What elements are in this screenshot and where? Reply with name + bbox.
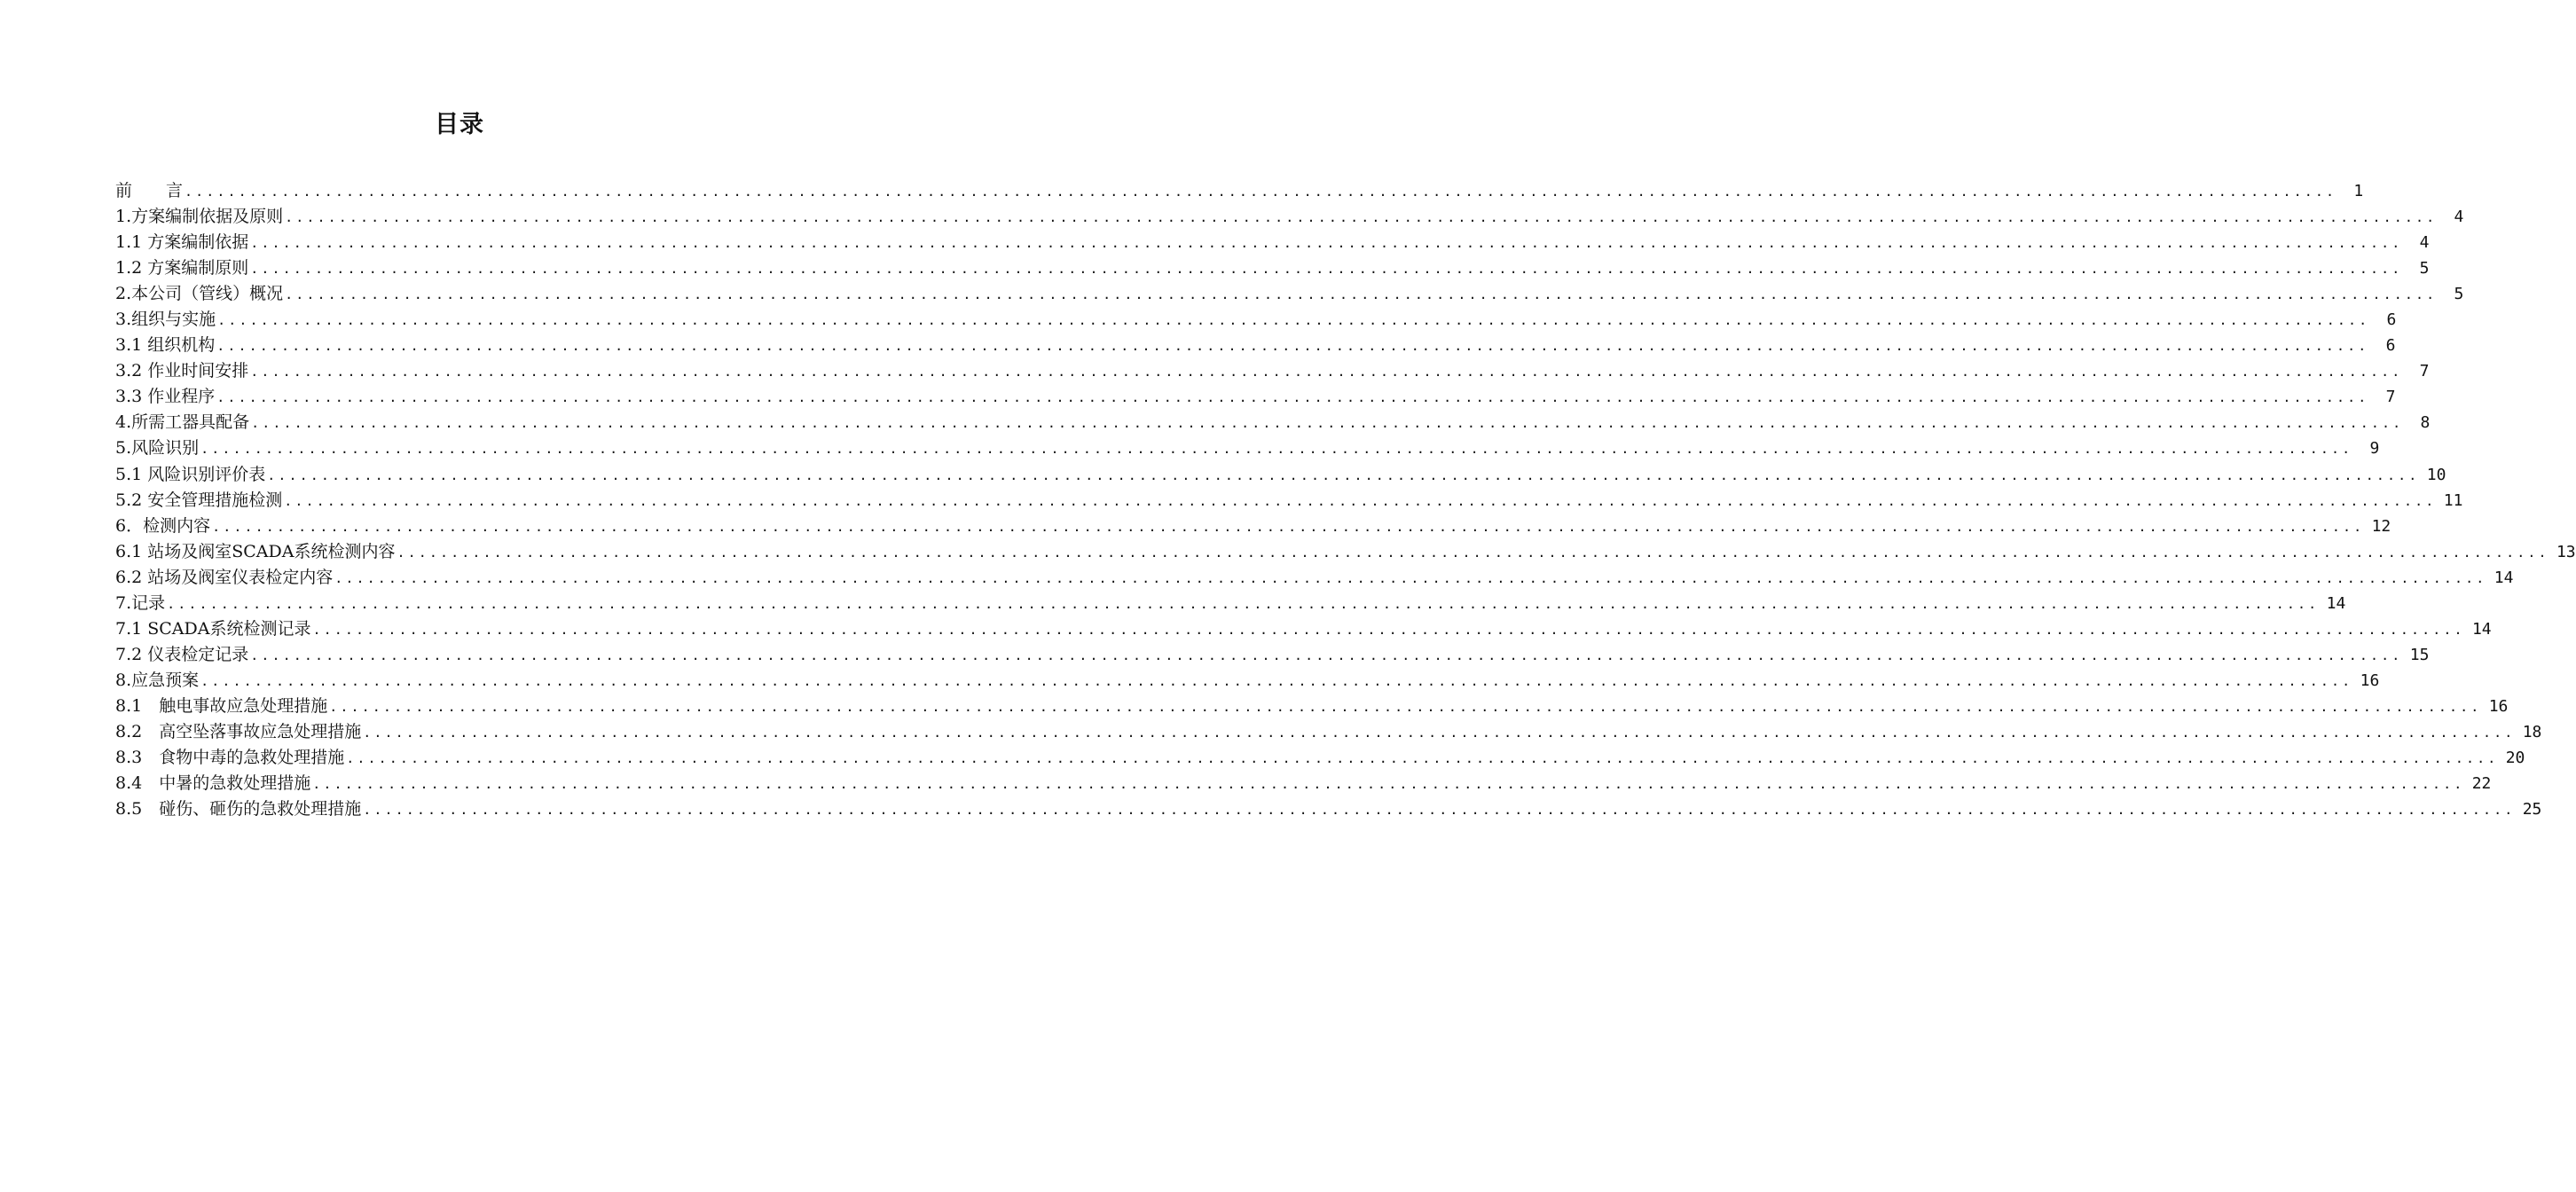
toc-leader-dots: ........................................................................................................................................................................................................	[329, 698, 2482, 715]
toc-entry[interactable]	[115, 796, 2542, 822]
toc-leader-dots: ........................................................................................................................................................................................................	[250, 235, 2403, 252]
toc-entry-label: 3.2 作业时间安排	[115, 361, 249, 381]
toc-entry-page: 22	[2471, 774, 2492, 794]
toc-entry-label: 3.1 组织机构	[115, 335, 216, 356]
toc-leader-dots: ........................................................................................................................................................................................................	[200, 441, 2353, 458]
toc-entry-page: 25	[2522, 800, 2542, 820]
toc-entry-page: 11	[2443, 490, 2463, 510]
toc-entry-label: 3.组织与实施	[115, 310, 216, 330]
toc-entry[interactable]	[115, 178, 2364, 204]
toc-entry-label: 5.风险识别	[115, 438, 200, 459]
toc-entry[interactable]	[115, 719, 2542, 745]
toc-entry-label: 1.方案编制依据及原则	[115, 207, 284, 227]
toc-entry-label: 7.1 SCADA系统检测记录	[115, 618, 311, 639]
toc-entry-label: 7.记录	[115, 592, 166, 613]
toc-entry-label: 8.4 中暑的急救处理措施	[115, 773, 311, 794]
toc-entry-page: 13	[2556, 542, 2576, 561]
toc-leader-dots: ........................................................................................................................................................................................................	[216, 338, 2369, 355]
toc-leader-dots: ........................................................................................................................................................................................................	[212, 518, 2365, 535]
toc-leader-dots: ........................................................................................................................................................................................................	[251, 415, 2404, 432]
toc-entry[interactable]	[115, 410, 2431, 435]
toc-entry-page: 4	[2419, 233, 2430, 253]
toc-entry-page: 6	[2386, 310, 2397, 330]
toc-entry-label: 2.本公司（管线）概况	[115, 284, 284, 304]
toc-leader-dots: ........................................................................................................................................................................................................	[250, 647, 2403, 663]
toc-entry[interactable]	[115, 694, 2509, 719]
toc-entry-label: 8.5 碰伤、砸伤的急救处理措施	[115, 799, 362, 820]
toc-entry-page: 10	[2426, 465, 2446, 484]
toc-entry[interactable]	[115, 255, 2430, 281]
toc-entry-page: 16	[2360, 670, 2380, 690]
toc-entry-page: 15	[2409, 645, 2430, 664]
toc-entry-page: 5	[2454, 285, 2464, 304]
toc-entry-label: 4.所需工器具配备	[115, 412, 250, 433]
toc-entry-label: 8.应急预案	[115, 670, 200, 690]
table-of-contents	[115, 178, 2576, 822]
toc-entry-label: 6.1 站场及阀室SCADA系统检测内容	[115, 541, 396, 561]
toc-entry[interactable]	[115, 358, 2430, 384]
toc-entry-label: 7.2 仪表检定记录	[115, 644, 249, 664]
toc-leader-dots: ........................................................................................................................................................................................................	[216, 389, 2369, 406]
toc-entry-page: 9	[2369, 439, 2380, 459]
toc-leader-dots: ........................................................................................................................................................................................................	[334, 569, 2487, 586]
toc-entry-page: 12	[2371, 516, 2391, 536]
toc-leader-dots: ........................................................................................................................................................................................................	[363, 802, 2516, 819]
toc-leader-dots: ........................................................................................................................................................................................................	[284, 492, 2437, 509]
toc-entry[interactable]	[115, 281, 2464, 307]
toc-entry-label: 5.2 安全管理措施检测	[115, 490, 283, 510]
toc-entry[interactable]	[115, 333, 2396, 358]
toc-entry[interactable]	[115, 384, 2396, 410]
toc-entry[interactable]	[115, 565, 2514, 591]
toc-entry-page: 6	[2385, 336, 2396, 356]
toc-entry-label: 前 言	[115, 181, 184, 200]
toc-entry[interactable]	[115, 230, 2430, 255]
toc-entry[interactable]	[115, 307, 2397, 333]
toc-entry[interactable]	[115, 668, 2380, 694]
toc-entry-page: 5	[2419, 259, 2430, 278]
toc-leader-dots: ........................................................................................................................................................................................................	[312, 776, 2465, 793]
toc-entry[interactable]	[115, 771, 2492, 796]
toc-leader-dots: ........................................................................................................................................................................................................	[185, 184, 2337, 200]
toc-entry-label: 3.3 作业程序	[115, 387, 216, 407]
toc-entry-page: 1	[2353, 182, 2364, 200]
toc-entry[interactable]	[115, 591, 2346, 616]
toc-leader-dots: ........................................................................................................................................................................................................	[250, 261, 2403, 278]
toc-entry[interactable]	[115, 204, 2464, 230]
toc-entry-label: 8.3 食物中毒的急救处理措施	[115, 748, 345, 768]
toc-leader-dots: ........................................................................................................................................................................................................	[285, 209, 2438, 226]
toc-leader-dots: ........................................................................................................................................................................................................	[217, 312, 2370, 329]
toc-entry-page: 18	[2522, 722, 2542, 741]
toc-leader-dots: ........................................................................................................................................................................................................	[285, 286, 2438, 303]
toc-entry[interactable]	[115, 488, 2463, 514]
page-title: 目录	[435, 111, 484, 138]
toc-leader-dots: ........................................................................................................................................................................................................	[250, 364, 2403, 380]
toc-entry-label: 5.1 风险识别评价表	[115, 464, 266, 484]
toc-entry-page: 7	[2419, 362, 2430, 381]
toc-entry-page: 14	[2326, 593, 2346, 613]
toc-entry[interactable]	[115, 745, 2525, 771]
toc-entry-page: 14	[2494, 568, 2514, 587]
toc-leader-dots: ........................................................................................................................................................................................................	[346, 750, 2499, 767]
toc-entry-label: 8.2 高空坠落事故应急处理措施	[115, 721, 362, 741]
toc-entry-label: 8.1 触电事故应急处理措施	[115, 695, 328, 716]
toc-entry-page: 16	[2488, 696, 2509, 716]
toc-entry-label: 1.2 方案编制原则	[115, 258, 249, 278]
toc-leader-dots: ........................................................................................................................................................................................................	[397, 544, 2549, 561]
toc-entry-label: 6.2 站场及阀室仪表检定内容	[115, 567, 334, 587]
toc-leader-dots: ........................................................................................................................................................................................................	[363, 724, 2516, 741]
toc-entry[interactable]	[115, 435, 2380, 461]
toc-entry-page: 14	[2471, 619, 2492, 639]
toc-entry-page: 7	[2385, 388, 2396, 407]
toc-entry[interactable]	[115, 539, 2576, 565]
toc-leader-dots: ........................................................................................................................................................................................................	[267, 467, 2420, 483]
toc-entry-label: 6．检测内容	[115, 515, 211, 536]
toc-entry[interactable]	[115, 514, 2391, 539]
toc-entry-page: 20	[2505, 749, 2525, 768]
toc-leader-dots: ........................................................................................................................................................................................................	[167, 595, 2320, 612]
toc-entry-label: 1.1 方案编制依据	[115, 232, 249, 253]
toc-entry-page: 4	[2454, 208, 2464, 227]
toc-entry[interactable]	[115, 616, 2492, 642]
toc-entry[interactable]	[115, 642, 2430, 668]
toc-leader-dots: ........................................................................................................................................................................................................	[312, 621, 2465, 638]
toc-leader-dots: ........................................................................................................................................................................................................	[200, 672, 2353, 689]
toc-entry-page: 8	[2420, 413, 2431, 433]
toc-entry[interactable]	[115, 462, 2446, 488]
